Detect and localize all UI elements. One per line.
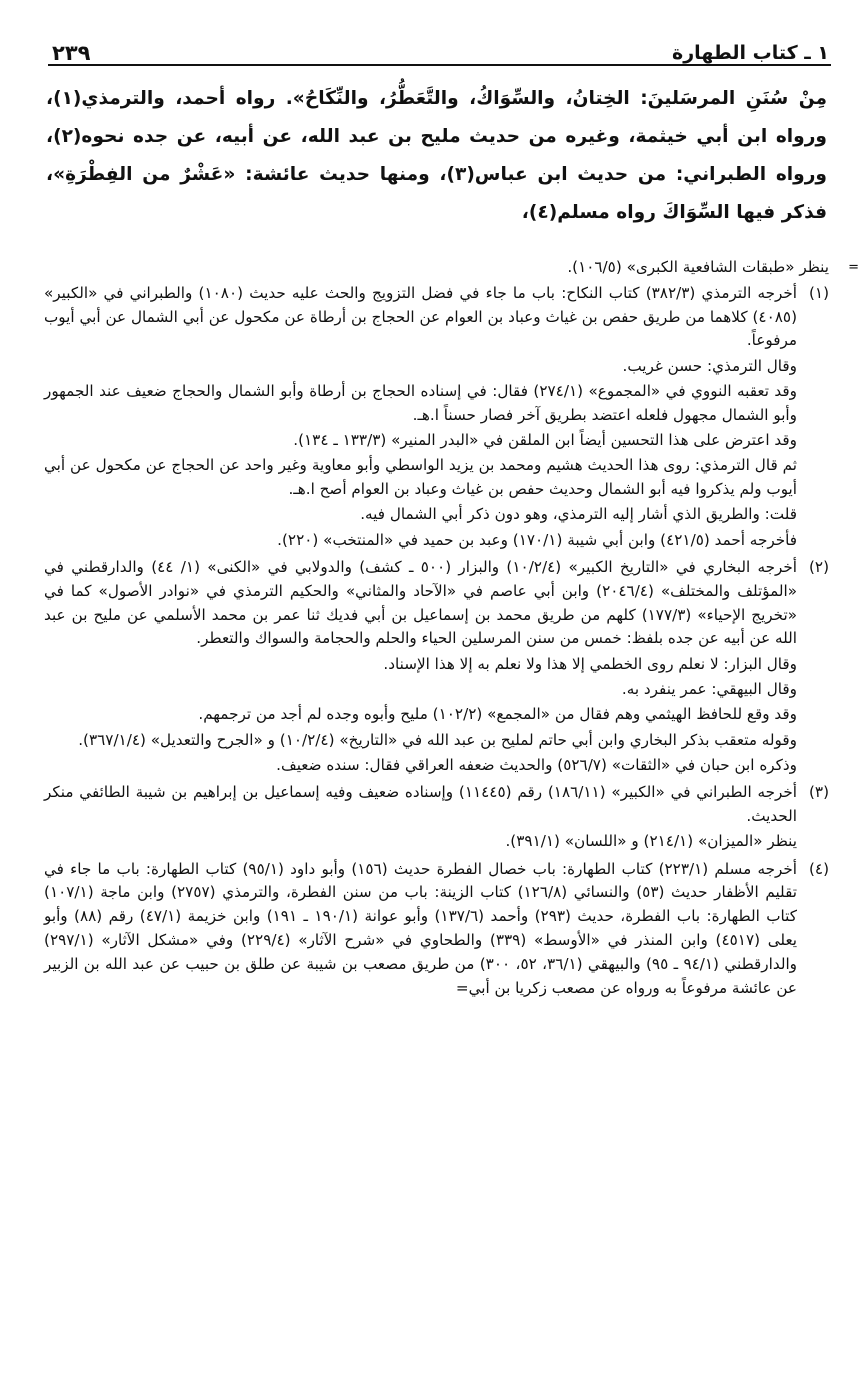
footnote-body [44, 781, 797, 855]
footnote-line: ينظر «الميزان» (٢١٤/١) و «اللسان» (٣٩١/١). [505, 832, 797, 851]
footnote-line: وقال البيهقي: عمر ينفرد به. [621, 680, 797, 699]
footnote-line: وقال البزار: لا نعلم روى الخطمي إلا هذا ولا نعلم به إلا هذا الإسناد. [383, 654, 797, 673]
page-header [52, 40, 829, 66]
footnotes [44, 256, 859, 1002]
footnote-list [44, 282, 829, 1002]
footnote-lead-line: ينظر «طبقات الشافعية الكبرى» (١٠٦/٥). [567, 258, 829, 276]
footnote-number: (٣) [808, 783, 829, 802]
footnote-line: وقد وقع للحافظ الهيثمي وهم فقال من «المجمع» (١٠٢/٢) مليح وأبوه وجده لم أجد من ترجمهم. [198, 705, 797, 724]
footnote-line: وقال الترمذي: حسن غريب. [622, 356, 797, 375]
footnote-continuation [44, 256, 859, 280]
header-divider [48, 64, 831, 66]
footnote-line: وقوله متعقب بذكر البخاري وابن أبي حاتم لمليح بن عبد الله في «التاريخ» (١٠/٢/٤) و «الجرح والتعديل» (٣٦٧/١/٤). [78, 730, 797, 749]
footnote-line: أخرجه الطبراني في «الكبير» (١٨٦/١١) رقم (١١٤٤٥) وإسناده ضعيف وفيه إسماعيل بن إبراهيم بن شيبة الطائفي منكر الحديث. [44, 783, 797, 826]
footnote-item [44, 282, 829, 554]
footnote-line: أخرجه مسلم (٢٢٣/١) كتاب الطهارة: باب خصال الفطرة حديث (١٥٦) وأبو داود (٩٥/١) كتاب الطهارة: باب ما جاء في تقليم الأظفار حديث (٥٣) والنسائي (١٢٦/٨) كتاب الزينة: باب من سنن الفطرة، والترمذي (٢٧٥٧) وابن ماجة (١٠٧/١) كتاب الطهارة: باب الفطرة، حديث (٢٩٣) وأحمد (١٣٧/٦) وأبو عوانة (١٩٠/١ ـ ١٩١) وابن خزيمة (٤٧/١) رقم (٨٨) وأبو يعلى (٤٥١٧) وابن المنذر في «الأوسط» (٣٣٩) والطحاوي في «شرح الآثار» (٢٢٩/٤) وفي «مشكل الآثار» (٢٩٧/١) والدارقطني (٩٤/١ ـ ٩٥) والبيهقي (٣٦/١، ٥٢، ٣٠٠) من طريق مصعب بن شيبة عن طلق بن حبيب عن عبد الله بن الزبير عن عائشة مرفوعاً به ورواه عن مصعب زكريا بن أبي= [44, 859, 798, 997]
page-number: ٢٣٩ [52, 41, 91, 65]
main-text [46, 80, 827, 232]
footnote-line: وقد اعترض على هذا التحسين أيضاً ابن الملقن في «البدر المنير» (١٣٣/٣ ـ ١٣٤). [293, 431, 797, 450]
chapter-title: ١ ـ كتاب الطهارة [672, 42, 829, 64]
footnote-body [44, 858, 797, 1002]
footnote-body [44, 282, 797, 554]
footnote-line: فأخرجه أحمد (٤٢١/٥) وابن أبي شيبة (١٧٠/١) وعبد بن حميد في «المنتخب» (٢٢٠). [277, 530, 797, 549]
footnote-number: (١) [808, 283, 829, 302]
footnote-line: أخرجه البخاري في «التاريخ الكبير» (١٠/٢/٤) والبزار (٥٠٠ ـ كشف) والدولابي في «الكنى» (١/ ٤٤) والدارقطني في «المؤتلف والمختلف» (٢٠٤٦/٤) وابن أبي عاصم في «الآحاد والمثاني» والحكيم الترمذي في «نوادر الأصول» كما في «تخريج الإحياء» (١٧٧/٣) كلهم من طريق محمد بن إسماعيل بن أبي فديك ثنا عمر بن محمد الأسلمي عن مليح بن عبد الله عن أبيه عن جده بلفظ: خمس من سنن المرسلين الحياء والحلم والحجامة والسواك والتعطر. [44, 558, 798, 648]
footnote-line: قلت: والطريق الذي أشار إليه الترمذي، وهو دون ذكر أبي الشمال فيه. [360, 505, 797, 524]
footnote-body [44, 556, 797, 779]
footnote-line: ثم قال الترمذي: روى هذا الحديث هشيم ومحمد بن يزيد الواسطي وأبو معاوية وغير واحد عن الحجاج عن مكحول عن أبي أيوب ولم يذكروا فيه أبو الشمال وحديث حفص بن غياث وعباد بن العوام أصح ا.هـ. [44, 456, 797, 499]
footnote-item [44, 781, 829, 855]
footnote-line: وقد تعقبه النووي في «المجموع» (٢٧٤/١) فقال: في إسناده الحجاج بن أرطاة وأبو الشمال والحجاج ضعيف عند الجمهور وأبو الشمال مجهول فلعله اعتضد بطريق آخر فصار حسناً ا.هـ. [44, 381, 798, 424]
footnote-number: (٢) [808, 558, 829, 577]
footnote-item [44, 858, 829, 1002]
main-paragraph: مِنْ سُنَنِ المرسَلينَ: الخِتانُ، والسِّوَاكُ، والتَّعَطُّرُ، والنِّكَاحُ». رواه أحمد، والترمذي(١)، ورواه ابن أبي خيثمة، وغيره من حديث مليح بن عبد الله، عن أبيه، عن جده نحوه(٢)، ورواه الطبراني: من حديث ابن عباس(٣)، ومنها حديث عائشة: «عَشْرٌ من الفِطْرَةِ»، فذكر فيها السِّوَاكَ رواه مسلم(٤)، [46, 88, 827, 223]
footnote-item [44, 556, 829, 779]
continuation-mark: = [848, 260, 859, 275]
footnote-line: أخرجه الترمذي (٣٨٢/٣) كتاب النكاح: باب ما جاء في فضل التزويج والحث عليه حديث (١٠٨٠) والطبراني في «الكبير» (٤٠٨٥) كلاهما من طريق حفص بن غياث وعباد بن العوام عن الحجاج بن أرطاة عن مكحول عن أبي الشمال عن أبي أيوب مرفوعاً. [44, 283, 797, 350]
footnote-number: (٤) [808, 859, 829, 878]
footnote-line: وذكره ابن حبان في «الثقات» (٥٢٦/٧) والحديث ضعفه العراقي فقال: سنده ضعيف. [276, 755, 797, 774]
